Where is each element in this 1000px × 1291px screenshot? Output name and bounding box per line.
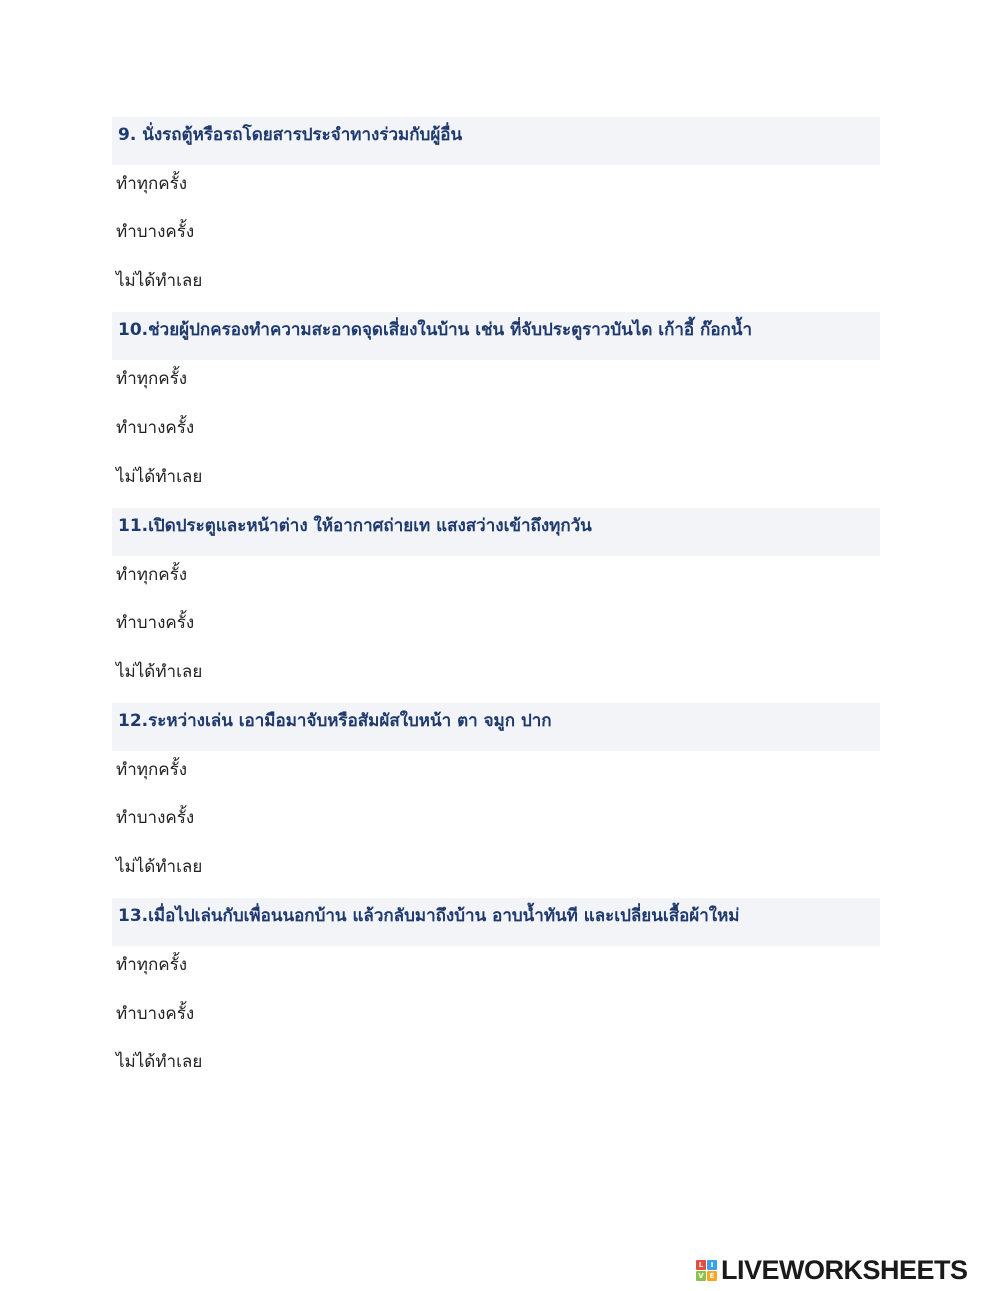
logo-block-v: V: [696, 1271, 706, 1281]
option-q12-never[interactable]: ไม่ได้ทำเลย: [116, 857, 203, 877]
option-q12-sometimes[interactable]: ทำบางครั้ง: [116, 808, 195, 828]
logo-block-l: L: [696, 1260, 706, 1270]
option-q10-sometimes[interactable]: ทำบางครั้ง: [116, 418, 195, 438]
option-q13-sometimes[interactable]: ทำบางครั้ง: [116, 1004, 195, 1024]
option-q13-always[interactable]: ทำทุกครั้ง: [116, 955, 188, 975]
question-13: 13.เมื่อไปเล่นกับเพื่อนนอกบ้าน แล้วกลับมาถึงบ้าน อาบน้ำทันที และเปลี่ยนเสื้อผ้าใหม่: [112, 898, 880, 946]
question-9: 9. นั่งรถตู้หรือรถโดยสารประจำทางร่วมกับผู้อื่น: [112, 117, 880, 165]
option-q10-always[interactable]: ทำทุกครั้ง: [116, 369, 188, 389]
option-q9-never[interactable]: ไม่ได้ทำเลย: [116, 271, 203, 291]
option-q13-never[interactable]: ไม่ได้ทำเลย: [116, 1052, 203, 1072]
option-q11-always[interactable]: ทำทุกครั้ง: [116, 565, 188, 585]
logo-block-e: E: [707, 1271, 717, 1281]
logo-block-i: I: [707, 1260, 717, 1270]
question-12: 12.ระหว่างเล่น เอามือมาจับหรือสัมผัสใบหน้า ตา จมูก ปาก: [112, 703, 880, 751]
option-q9-sometimes[interactable]: ทำบางครั้ง: [116, 222, 195, 242]
option-q11-never[interactable]: ไม่ได้ทำเลย: [116, 662, 203, 682]
footer-logo: [696, 1255, 968, 1285]
question-11: 11.เปิดประตูและหน้าต่าง ให้อากาศถ่ายเท แสงสว่างเข้าถึงทุกวัน: [112, 508, 880, 556]
option-q12-always[interactable]: ทำทุกครั้ง: [116, 760, 188, 780]
logo-text: LIVEWORKSHEETS: [721, 1254, 968, 1285]
option-q9-always[interactable]: ทำทุกครั้ง: [116, 174, 188, 194]
option-q10-never[interactable]: ไม่ได้ทำเลย: [116, 467, 203, 487]
option-q11-sometimes[interactable]: ทำบางครั้ง: [116, 613, 195, 633]
question-10: 10.ช่วยผู้ปกครองทำความสะอาดจุดเสี่ยงในบ้าน เช่น ที่จับประตูราวบันได เก้าอี้ ก๊อกน้ำ: [112, 312, 880, 360]
liveworksheets-logo-icon: [696, 1260, 717, 1281]
